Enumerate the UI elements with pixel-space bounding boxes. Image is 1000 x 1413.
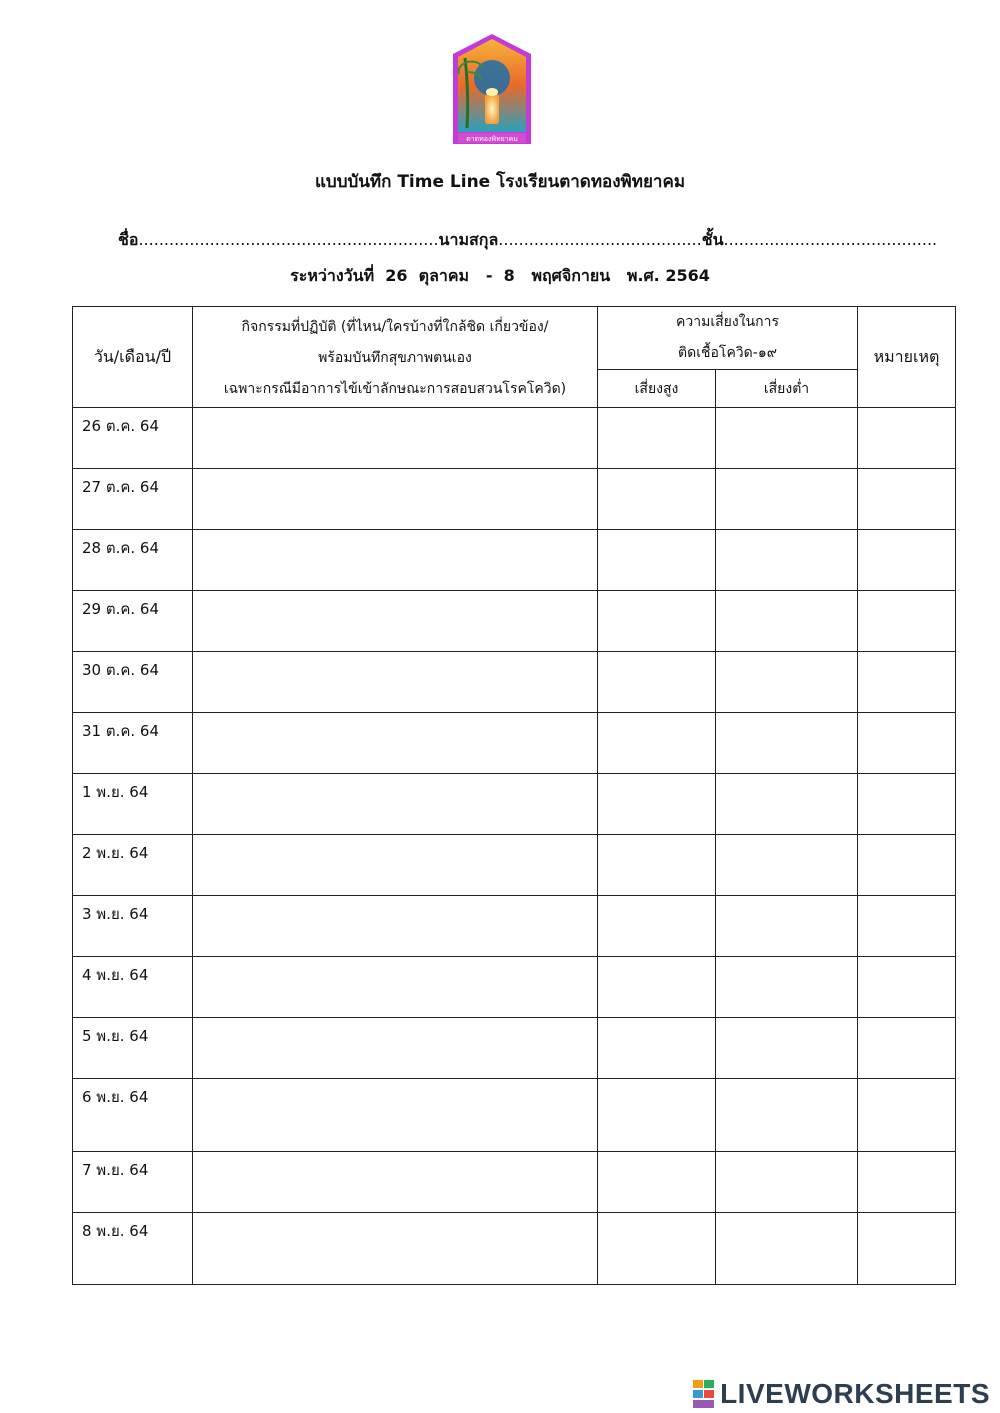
date-cell: 4 พ.ย. 64 [73,957,193,1018]
high-risk-cell[interactable] [598,774,716,835]
activity-cell[interactable] [193,469,598,530]
class-label: ชั้น [701,230,724,249]
note-cell[interactable] [858,591,956,652]
table-row [73,957,956,1018]
name-label: ชื่อ [118,230,139,249]
low-risk-cell[interactable] [716,896,858,957]
low-risk-cell[interactable] [716,774,858,835]
table-row [73,1079,956,1152]
activity-cell[interactable] [193,1079,598,1152]
date-cell: 1 พ.ย. 64 [73,774,193,835]
student-info-line [118,228,938,253]
table-row [73,1018,956,1079]
date-cell: 28 ต.ค. 64 [73,530,193,591]
activity-cell[interactable] [193,652,598,713]
high-risk-cell[interactable] [598,713,716,774]
activity-cell[interactable] [193,1018,598,1079]
school-logo [449,32,535,148]
header-date: วัน/เดือน/ปี [73,307,193,408]
low-risk-cell[interactable] [716,1213,858,1285]
low-risk-cell[interactable] [716,591,858,652]
table-row [73,896,956,957]
note-cell[interactable] [858,1079,956,1152]
note-cell[interactable] [858,1018,956,1079]
high-risk-cell[interactable] [598,1018,716,1079]
activity-cell[interactable] [193,957,598,1018]
high-risk-cell[interactable] [598,1152,716,1213]
liveworksheets-brand [693,1376,990,1412]
header-risk-line2: ติดเชื้อโควิด-๑๙ [678,345,777,361]
table-row [73,1152,956,1213]
date-cell: 31 ต.ค. 64 [73,713,193,774]
low-risk-cell[interactable] [716,530,858,591]
activity-cell[interactable] [193,713,598,774]
note-cell[interactable] [858,957,956,1018]
note-cell[interactable] [858,530,956,591]
low-risk-cell[interactable] [716,713,858,774]
high-risk-cell[interactable] [598,1079,716,1152]
note-cell[interactable] [858,1152,956,1213]
note-cell[interactable] [858,652,956,713]
low-risk-cell[interactable] [716,835,858,896]
high-risk-cell[interactable] [598,469,716,530]
header-activity-line1: กิจกรรมที่ปฏิบัติ (ที่ไหน/ใครบ้างที่ใกล้ชิด เกี่ยวข้อง/ [241,318,549,335]
date-cell: 8 พ.ย. 64 [73,1213,193,1285]
date-cell: 27 ต.ค. 64 [73,469,193,530]
low-risk-cell[interactable] [716,1079,858,1152]
activity-cell[interactable] [193,408,598,469]
activity-cell[interactable] [193,774,598,835]
date-cell: 3 พ.ย. 64 [73,896,193,957]
activity-cell[interactable] [193,1213,598,1285]
high-risk-cell[interactable] [598,957,716,1018]
date-cell: 7 พ.ย. 64 [73,1152,193,1213]
header-risk [598,307,858,370]
header-activity-line3: เฉพาะกรณีมีอาการไข้เข้าลักษณะการสอบสวนโรคโควิด) [223,380,567,397]
header-high-risk: เสี่ยงสูง [598,370,716,408]
liveworksheets-logo-icon [693,1380,715,1408]
date-cell: 2 พ.ย. 64 [73,835,193,896]
table-row [73,408,956,469]
table-row [73,591,956,652]
activity-cell[interactable] [193,530,598,591]
activity-cell[interactable] [193,835,598,896]
surname-label: นามสกุล [438,230,499,249]
date-cell: 5 พ.ย. 64 [73,1018,193,1079]
activity-cell[interactable] [193,1152,598,1213]
activity-cell[interactable] [193,896,598,957]
high-risk-cell[interactable] [598,530,716,591]
note-cell[interactable] [858,774,956,835]
high-risk-cell[interactable] [598,591,716,652]
table-row [73,652,956,713]
note-cell[interactable] [858,1213,956,1285]
document-title: แบบบันทึก Time Line โรงเรียนตาดทองพิทยาคม [314,172,686,192]
table-row [73,774,956,835]
date-cell: 29 ต.ค. 64 [73,591,193,652]
date-range: ระหว่างวันที่ 26 ตุลาคม - 8 พฤศจิกายน พ.ศ. 2564 [290,266,710,285]
timeline-table [72,306,956,1285]
logo-caption: ตาดทองพิทยาคม [466,135,518,143]
surname-field[interactable]: ........................................ [498,230,702,249]
note-cell[interactable] [858,713,956,774]
note-cell[interactable] [858,835,956,896]
brand-text: LIVEWORKSHEETS [720,1378,990,1409]
high-risk-cell[interactable] [598,896,716,957]
high-risk-cell[interactable] [598,652,716,713]
low-risk-cell[interactable] [716,652,858,713]
low-risk-cell[interactable] [716,408,858,469]
high-risk-cell[interactable] [598,835,716,896]
date-cell: 26 ต.ค. 64 [73,408,193,469]
low-risk-cell[interactable] [716,469,858,530]
note-cell[interactable] [858,896,956,957]
table-row [73,530,956,591]
header-risk-line1: ความเสี่ยงในการ [676,314,779,330]
table-row [73,713,956,774]
date-cell: 6 พ.ย. 64 [73,1079,193,1152]
low-risk-cell[interactable] [716,1152,858,1213]
table-row [73,835,956,896]
activity-cell[interactable] [193,591,598,652]
note-cell[interactable] [858,469,956,530]
table-row [73,469,956,530]
header-note: หมายเหตุ [858,307,956,408]
class-field[interactable]: .......................................... [723,230,938,249]
header-activity-line2: พร้อมบันทึกสุขภาพตนเอง [318,349,472,366]
low-risk-cell[interactable] [716,957,858,1018]
date-cell: 30 ต.ค. 64 [73,652,193,713]
low-risk-cell[interactable] [716,1018,858,1079]
header-low-risk: เสี่ยงต่ำ [716,370,858,408]
table-row [73,1213,956,1285]
name-field[interactable]: ........................................................... [138,230,439,249]
note-cell[interactable] [858,408,956,469]
high-risk-cell[interactable] [598,1213,716,1285]
header-activity [193,307,598,408]
high-risk-cell[interactable] [598,408,716,469]
